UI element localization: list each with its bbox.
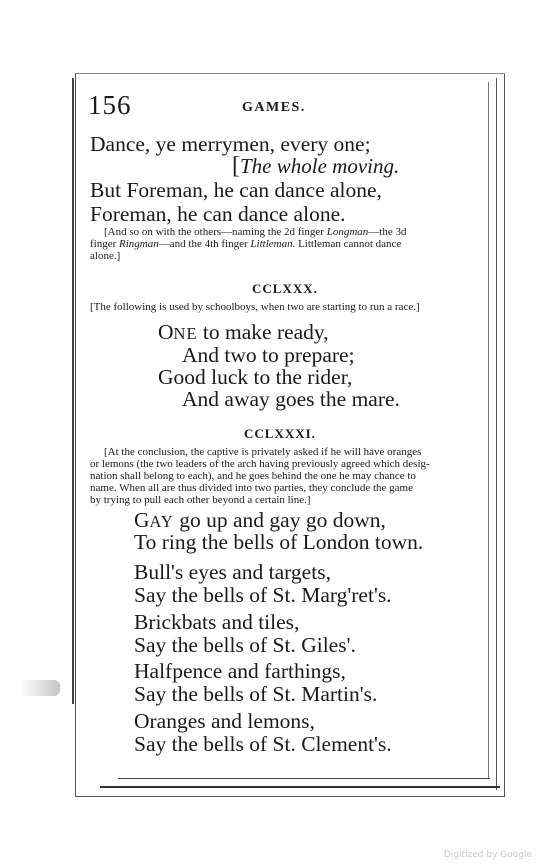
small-caps: NE [173, 324, 198, 343]
small-caps: AY [149, 512, 174, 531]
bottom-rule-thick [100, 786, 500, 788]
section-number: CCLXXX. [252, 281, 318, 296]
verse-line: Say the bells of St. Marg'ret's. [134, 583, 392, 607]
scan-smudge [20, 680, 60, 696]
note-line: or lemons (the two leaders of the arch having previously agreed which desig- [90, 458, 430, 470]
verse-text: to make ready, [197, 320, 329, 344]
initial-letter: O [158, 320, 174, 344]
note-line: by trying to pull each other beyond a certain line.] [90, 494, 311, 506]
verse-line: Say the bells of St. Giles'. [134, 633, 356, 657]
right-border-rule-outer [496, 78, 497, 790]
verse-line: Say the bells of St. Clement's. [134, 732, 392, 756]
stage-direction-text: The whole moving. [240, 154, 400, 178]
note-text: Littleman cannot dance [295, 238, 402, 250]
verse-line: And two to prepare; [182, 343, 355, 367]
note-line: name. When all are thus divided into two parties, they conclude the game [90, 482, 413, 494]
note-italic: Longman [326, 226, 369, 238]
note-text: [And so on with the others—naming the 2d finger [104, 226, 327, 238]
verse-line: Dance, ye merrymen, every one; [90, 132, 371, 156]
verse-line: And away goes the mare. [182, 387, 400, 411]
verse-line: But Foreman, he can dance alone, [90, 178, 382, 202]
note-italic: Littleman. [250, 238, 296, 250]
verse-line: Brickbats and tiles, [134, 610, 300, 634]
note-line: nation shall belong to each), and he goes behind the one he may chance to [90, 470, 416, 482]
verse-text: go up and gay go down, [173, 508, 386, 532]
note-text: finger [90, 238, 120, 250]
section-number: CCLXXXI. [244, 426, 316, 441]
stage-bracket: [ [232, 153, 240, 179]
verse-line: Say the bells of St. Martin's. [134, 682, 378, 706]
initial-letter: G [134, 508, 150, 532]
verse-line: To ring the bells of London town. [134, 530, 424, 554]
note-line [90, 238, 401, 250]
bottom-rule [118, 778, 490, 779]
verse-line: Good luck to the rider, [158, 365, 353, 389]
section-intro: [The following is used by schoolboys, when two are starting to run a race.] [90, 301, 420, 313]
note-line [104, 226, 406, 238]
left-border-rule [72, 78, 74, 704]
running-head: GAMES. [242, 100, 306, 115]
note-line: [At the conclusion, the captive is privately asked if he will have oranges [104, 446, 422, 458]
stage-direction [232, 153, 399, 180]
note-line: alone.] [90, 250, 121, 262]
digitized-by-label: Digitized by Google [443, 850, 532, 860]
verse-line: Bull's eyes and targets, [134, 560, 331, 584]
verse-line: Oranges and lemons, [134, 709, 315, 733]
note-text: —and the 4th finger [158, 238, 251, 250]
verse-line: Foreman, he can dance alone. [90, 202, 346, 226]
page-number: 156 [88, 90, 132, 120]
verse-line: Halfpence and farthings, [134, 659, 346, 683]
note-text: —the 3d [368, 226, 407, 238]
right-border-rule [488, 82, 489, 778]
note-italic: Ringman [119, 238, 159, 250]
